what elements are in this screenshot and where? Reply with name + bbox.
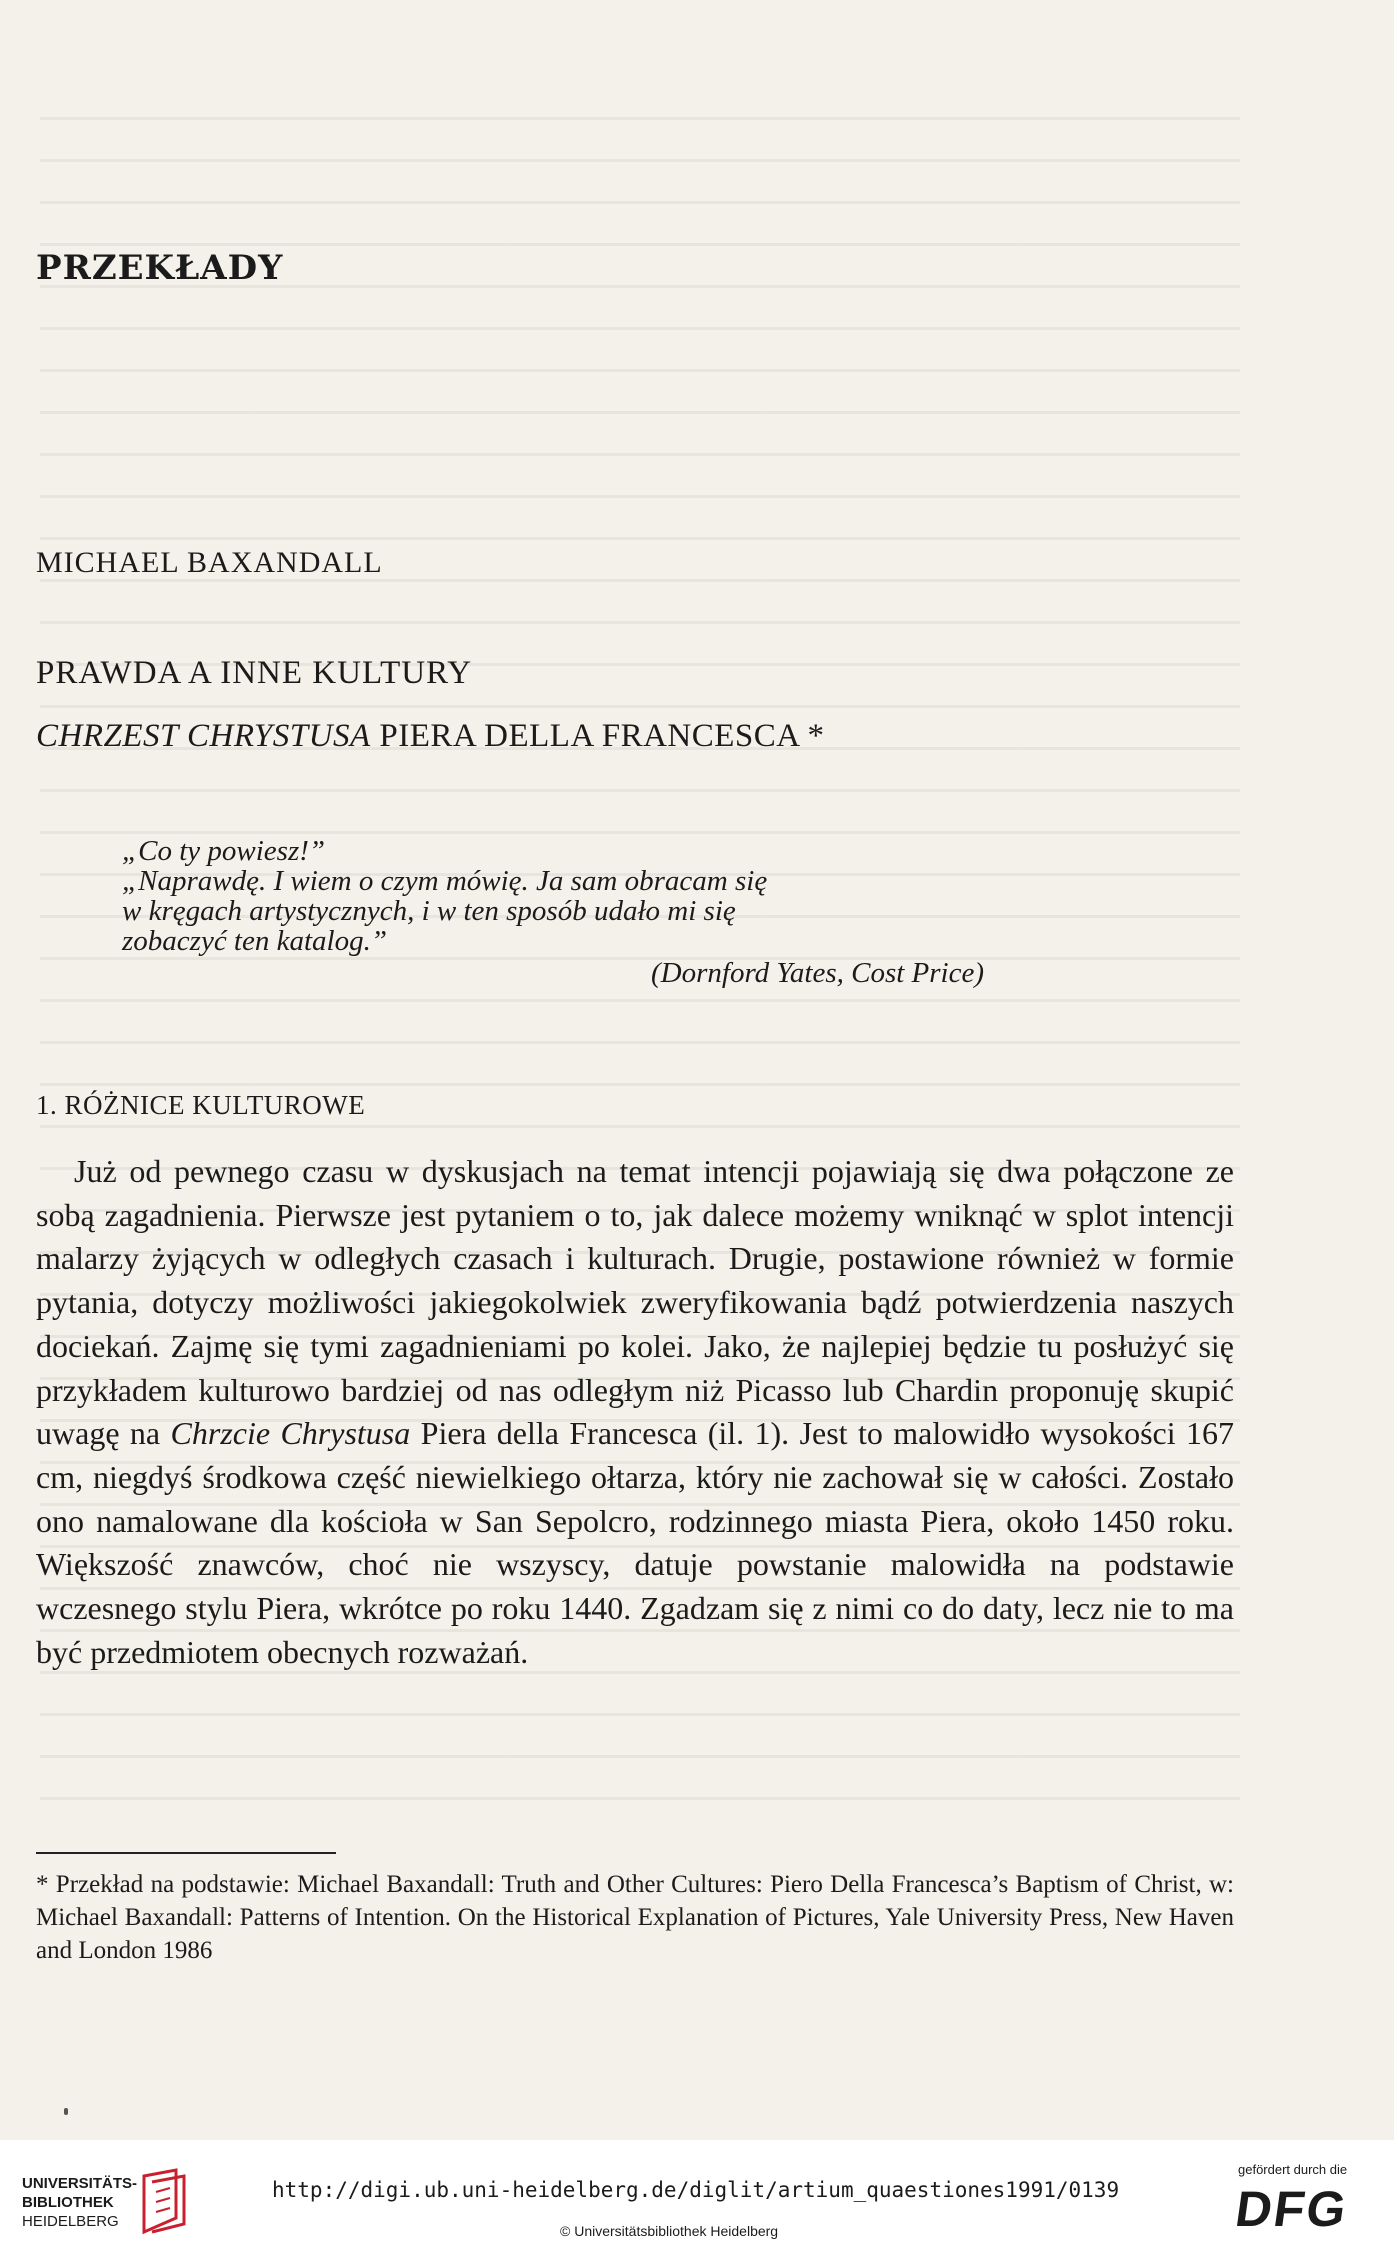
epigraph-line: zobaczyć ten katalog.” [122,925,387,957]
epigraph-line: „Co ty powiesz!” [122,835,326,867]
footnote: * Przekład na podstawie: Michael Baxandall: Truth and Other Cultures: Piero Della Francesca’s Baptism of Christ, w: Michael Baxandall: Patterns of Intention. On the Historical Explanation of Pictures, Yale University Press, New Haven and London 1986 [36,1871,1234,1964]
chapter-heading: 1. RÓŻNICE KULTUROWE [36,1090,366,1120]
subtitle-italic: CHRZEST CHRYSTUSA [36,718,371,754]
library-line-3: HEIDELBERG [22,2213,119,2230]
article-subtitle [36,718,825,755]
epigraph-source: (Dornford Yates, Cost Price) [651,957,984,989]
epigraph-line: „Naprawdę. I wiem o czym mówię. Ja sam obracam się [122,865,768,897]
scan-speck [64,2108,68,2115]
library-line-2: BIBLIOTHEK [22,2194,114,2211]
library-logo-text [22,2174,137,2231]
section-heading: PRZEKŁADY [36,248,284,288]
body-paragraph [36,1150,1234,1674]
paragraph-text-cont: Piera della Francesca (il. 1). Jest to malowidło wysokości 167 cm, niegdyś środkowa część niewielkiego ołtarza, który nie zachował się w całości. Zostało ono namalowane dla kościoła w San Sepolcro, rodzinnego miasta Piera, około 1450 roku. Większość znawców, choć nie wszyscy, datuje powstanie malowidła na podstawie wczesnego stylu Piera, wkrótce po roku 1440. Zgadzam się z nimi co do daty, lecz nie to ma być przedmiotem obecnych rozważań. [36,1415,1235,1670]
footnote-divider [36,1852,336,1854]
subtitle-rest: PIERA DELLA FRANCESCA * [370,718,825,754]
dfg-logo: DFG [1232,2181,1352,2237]
epigraph-line: w kręgach artystycznych, i w ten sposób udało mi się [122,895,736,927]
library-line-1: UNIVERSITÄTS- [22,2175,138,2192]
author-name: MICHAEL BAXANDALL [36,546,383,579]
copyright-notice: © Universitätsbibliothek Heidelberg [560,2223,779,2239]
permalink-url[interactable]: http://digi.ub.uni-heidelberg.de/diglit/artium_quaestiones1991/0139 [272,2178,1120,2202]
paragraph-text: Już od pewnego czasu w dyskusjach na temat intencji pojawiają się dwa połączone ze sobą zagadnienia. Pierwsze jest pytaniem o to, jak dalece możemy wniknąć w splot intencji malarzy żyjących w odległych czasach i kulturach. Drugie, postawione również w formie pytania, dotyczy możliwości jakiegokolwiek zweryfikowania bądź potwierdzenia naszych dociekań. Zajmę się tymi zagadnieniami po kolei. Jako, że najlepiej będzie tu posłużyć się przykładem kulturowo bardziej od nas odległym niż Picasso lub Chardin proponuję skupić uwagę na [36,1153,1234,1452]
article-title: PRAWDA A INNE KULTURY [36,655,473,691]
paragraph-italic-title: Chrzcie Chrystusa [170,1415,411,1452]
epigraph [122,836,992,988]
library-logo-icon [136,2166,192,2236]
funder-label: gefördert durch die [1238,2162,1348,2177]
